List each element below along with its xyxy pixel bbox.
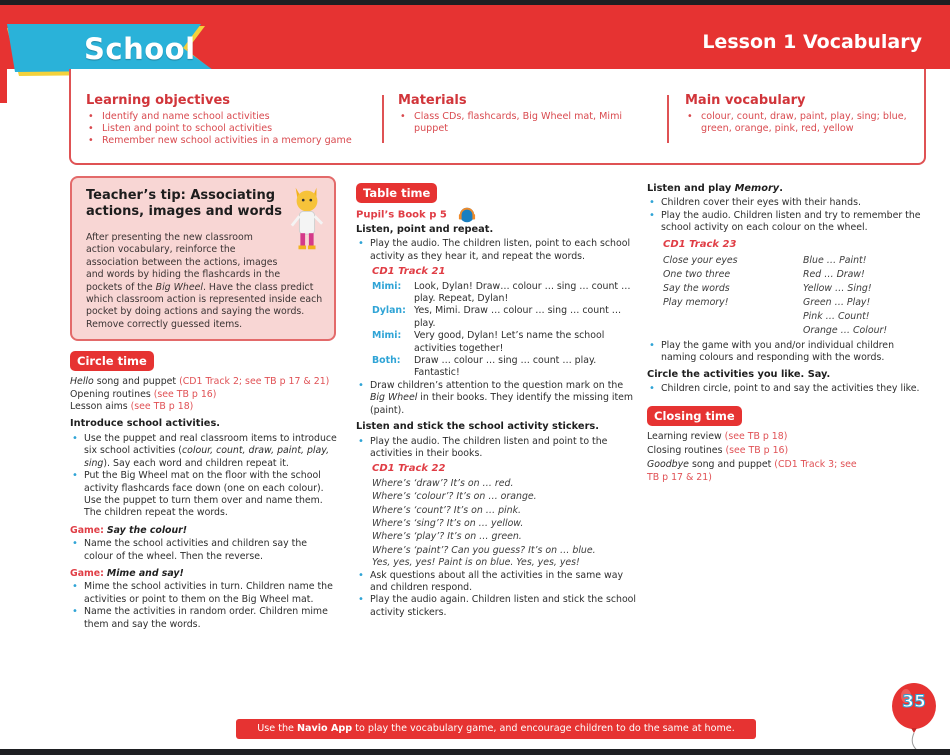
memory-section (647, 183, 929, 396)
right-column (647, 183, 929, 484)
circle-time-body (70, 376, 338, 631)
unit-title: School (84, 32, 196, 66)
learning-objectives-heading: Learning objectives (86, 93, 230, 108)
left-column (70, 176, 338, 631)
dialogue-line: Look, Dylan! Draw… colour … sing … count … play. Repeat, Dylan! (414, 280, 631, 305)
listen-heading: Listen, point and repeat. (356, 224, 494, 235)
track-23-block (647, 239, 929, 338)
memory-chant (663, 254, 929, 338)
chant-line: Green … Play! (803, 297, 871, 309)
routine-text: Opening routines (70, 388, 154, 400)
routine-line (70, 376, 338, 388)
objective-item: • Remember new school activities in a memory game (86, 135, 376, 147)
chant-line (663, 310, 803, 324)
game-heading (70, 525, 338, 537)
main-vocabulary (685, 93, 920, 135)
bullet-text: Draw children’s attention to the question mark on the (370, 379, 624, 391)
chant-line: Say the words (663, 283, 730, 295)
page-number: 35 (902, 692, 926, 712)
bullet-item: • Play the audio. The children listen, point to each school activity as they hear it, and repeat the words. (356, 238, 636, 263)
divider (382, 95, 384, 143)
tip-text-part: pockets of the (86, 281, 156, 293)
routine-ref: (see TB p 18) (130, 401, 194, 413)
chant-line (663, 324, 803, 338)
game-label: Game: (70, 567, 104, 579)
bullet-italic: Big Wheel (370, 392, 418, 404)
pupils-book-ref: Pupil’s Book p 5 (356, 209, 447, 221)
stick-heading: Listen and stick the school activity stickers. (356, 421, 599, 433)
game-name: Mime and say! (106, 567, 184, 579)
lyric-line: Where’s ‘draw’? It’s on … red. (372, 477, 514, 489)
navio-app-link[interactable]: Navio App (297, 723, 353, 734)
heading-italic: Memory (734, 183, 780, 194)
chant-line: Yellow … Sing! (803, 283, 872, 295)
headphones-icon[interactable] (458, 206, 476, 224)
divider (667, 95, 669, 143)
routine-line (647, 459, 857, 484)
chant-line: One two three (663, 269, 731, 281)
track-label: CD1 Track 22 (372, 463, 446, 475)
dialogue (372, 281, 636, 380)
bullet-item: • Children circle, point to and say the activities they like. (647, 383, 929, 395)
chant-line: Orange … Colour! (803, 325, 888, 337)
lesson-overview-box (69, 69, 926, 165)
heading-text: Listen and play (647, 183, 735, 194)
lyric-line: Where’s ‘paint’? Can you guess? It’s on … blue. (372, 544, 596, 556)
chant-line: Close your eyes (663, 255, 738, 267)
bullet-item: • Put the Big Wheel mat on the floor with the school activity flashcards face down (one on each colour). Use the puppet to turn them over and name them. The children repeat the words. (70, 470, 338, 520)
dialogue-line: Yes, Mimi. Draw … colour … sing … count … play. (414, 305, 622, 329)
circle-time-section (70, 350, 338, 631)
chant-line: Play memory! (663, 297, 729, 309)
circle-time-label: Circle time (70, 351, 154, 371)
objective-item: • Listen and point to school activities (86, 123, 376, 135)
tip-italic-term: Big Wheel (155, 281, 203, 293)
routine-line (647, 431, 857, 443)
vocabulary-item: • colour, count, draw, paint, play, sing; blue, green, orange, pink, red, yellow (685, 111, 920, 135)
bullet-item: • Children cover their eyes with their hands. (647, 197, 929, 209)
track-label: CD1 Track 23 (663, 238, 737, 250)
track-label: CD1 Track 21 (372, 266, 446, 278)
tip-line: After presenting the new classroom (86, 232, 253, 243)
lyric-line: Where’s ‘play’? It’s on … green. (372, 531, 522, 543)
bullet-item: • Name the school activities and children say the colour of the wheel. Then the reverse. (70, 538, 338, 563)
routine-italic: Goodbye (647, 459, 689, 471)
game-name: Say the colour! (106, 524, 188, 536)
routine-ref: (CD1 Track 2; see TB p 17 & 21) (179, 376, 330, 388)
lyric-line: Where’s ‘sing’? It’s on … yellow. (372, 517, 524, 529)
bullet-text: Use the puppet and real classroom items to introduce six school activities ( (84, 432, 337, 457)
closing-time-body (647, 431, 857, 485)
closing-time-label: Closing time (647, 406, 742, 426)
routine-ref: (CD1 Track 3; see TB p 17 & 21) (647, 459, 857, 483)
speaker: Mimi: (372, 280, 402, 292)
bullet-item: • Play the audio again. Children listen and stick the school activity stickers. (356, 594, 636, 619)
objective-item: • Identify and name school activities (86, 111, 376, 123)
main-vocabulary-heading: Main vocabulary (685, 93, 806, 108)
teachers-tip-title: Teacher’s tip: Associating actions, images and words (86, 188, 282, 219)
navio-app-banner (236, 719, 756, 739)
routine-ref: (see TB p 16) (725, 445, 789, 457)
routine-ref: (see TB p 18) (724, 430, 788, 442)
mimi-cat-mascot-icon (288, 184, 326, 254)
routine-text: song and puppet (688, 459, 775, 471)
tip-line: action vocabulary, reinforce the (86, 244, 236, 256)
lyric-line: Where’s ‘count’? It’s on … pink. (372, 504, 522, 516)
memory-heading (647, 183, 929, 195)
chant-line: Pink … Count! (803, 311, 870, 323)
bullet-item: • Ask questions about all the activities in the same way and children respond. (356, 570, 636, 595)
speaker: Both: (372, 355, 401, 367)
speaker: Dylan: (372, 305, 406, 317)
track-22-block (356, 463, 636, 569)
screen-top-edge (0, 0, 950, 5)
bullet-item: • Play the game with you and/or individual children naming colours and responding with the words. (647, 340, 929, 365)
track-21-block (356, 266, 636, 380)
pupils-book-line (356, 206, 636, 224)
materials-heading: Materials (398, 93, 467, 108)
learning-objectives (86, 93, 376, 147)
materials-item: • Class CDs, flashcards, Big Wheel mat, Mimi puppet (398, 111, 623, 135)
bullet-item: • Play the audio. The children listen and point to the activities in their books. (356, 436, 636, 461)
materials (398, 93, 623, 135)
bullet-item (356, 380, 636, 417)
routine-ref: (see TB p 16) (153, 388, 217, 400)
bullet-text: in their books. They identify the missing item (paint). (370, 392, 634, 416)
tip-line: and words by hiding the flashcards in the (86, 269, 281, 281)
introduce-heading: Introduce school activities. (70, 418, 221, 430)
speaker: Mimi: (372, 330, 402, 342)
chant-line: Red … Draw! (803, 269, 865, 281)
lyric-line: Where’s ‘colour’? It’s on … orange. (372, 491, 537, 503)
routine-line (647, 445, 857, 457)
bullet-item: • Name the activities in random order. Children mime them and say the words. (70, 606, 338, 631)
routine-italic: Hello (70, 376, 94, 388)
bullet-item: • Play the audio. Children listen and try to remember the school activity on each colour on the wheel. (647, 210, 929, 235)
routine-text: Closing routines (647, 445, 726, 457)
closing-time-section (647, 406, 929, 485)
bullet-item: • Mime the school activities in turn. Children name the activities or point to them on the Big Wheel mat. (70, 581, 338, 606)
routine-text: Learning review (647, 430, 725, 442)
routine-line (70, 389, 338, 401)
routine-line (70, 401, 338, 413)
routine-text: Lesson aims (70, 401, 131, 413)
circle-activities-heading: Circle the activities you like. Say. (647, 368, 831, 380)
lyric-line: Yes, yes, yes! Paint is on blue. Yes, yes, yes! (372, 557, 580, 569)
game-label: Game: (70, 524, 104, 536)
footer-text: Use the (257, 723, 298, 734)
teachers-tip-box (70, 176, 336, 341)
bullet-text: ). Say each word and children repeat it. (103, 457, 289, 469)
table-time-label: Table time (356, 183, 437, 203)
bullet-italic: colour, count, draw, paint, play, sing (84, 445, 330, 469)
dialogue-line: Very good, Dylan! Let’s name the school activities together! (414, 330, 605, 354)
chant-line: Blue … Paint! (803, 255, 867, 267)
teachers-tip-header (86, 188, 326, 228)
game-heading (70, 568, 338, 580)
routine-text: song and puppet (93, 376, 180, 388)
footer-text: to play the vocabulary game, and encourage children to do the same at home. (352, 723, 735, 734)
screen-bottom-edge (0, 749, 950, 755)
bullet-item (70, 433, 338, 470)
tip-text-part: . Have the class predict which classroom action is represented inside each pocket by doing actions and saying the words. Remove correctly guessed items. (86, 281, 323, 330)
lesson-title: Lesson 1 Vocabulary (702, 31, 922, 53)
heading-text: . (779, 183, 783, 194)
table-time-section (356, 183, 636, 619)
dialogue-line: Draw … colour … sing … count … play. Fantastic! (414, 355, 597, 379)
tip-line: association between the actions, images (86, 256, 278, 268)
